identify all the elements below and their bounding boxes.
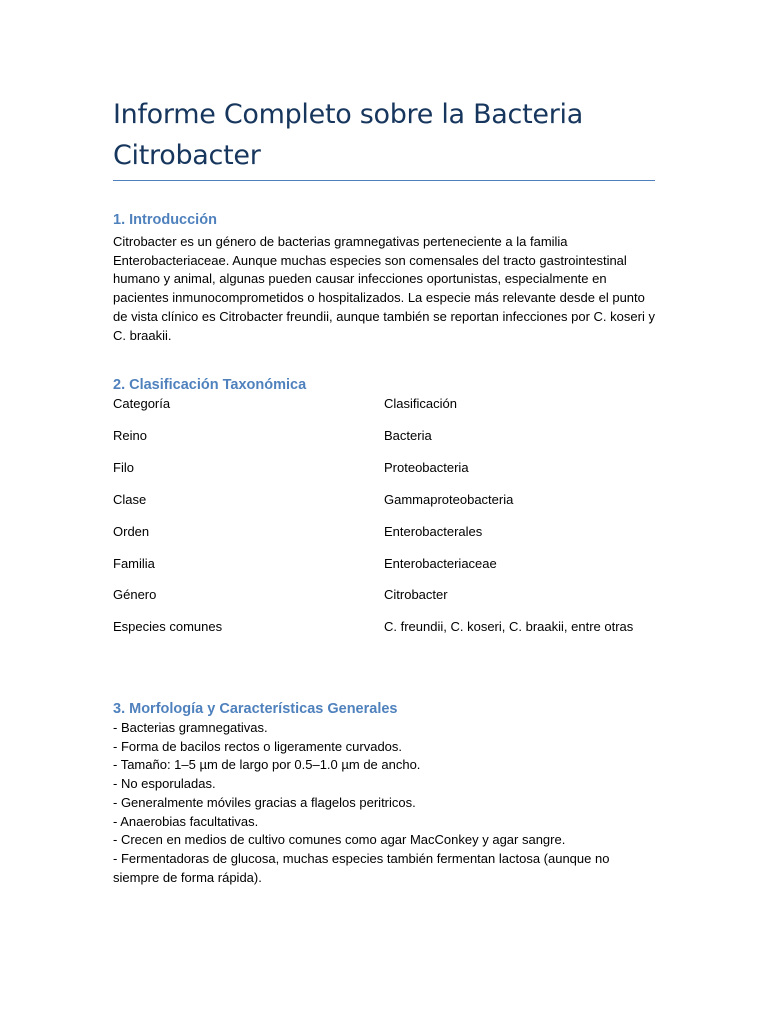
section-heading-taxonomy: 2. Clasificación Taxonómica [113, 377, 307, 393]
taxonomy-category: Especies comunes [113, 619, 223, 634]
introduction-paragraph: Citrobacter es un género de bacterias gramnegativas perteneciente a la familia Enterobacteriaceae. Aunque muchas especies son comensales del tracto gastrointestinal humano y animal, algunas pueden causar infecciones oportunistas, especialmente en pacientes inmunocomprometidos o hospitalizados. La especie más relevante desde el punto de vista clínico es Citrobacter freundii, aunque también se reportan infecciones por C. koseri y C. braakii. [113, 234, 655, 343]
taxonomy-value: C. freundii, C. koseri, C. braakii, entre otras [384, 619, 634, 634]
taxonomy-value: Enterobacterales [384, 524, 483, 539]
taxonomy-category: Clase [113, 492, 147, 507]
taxonomy-value: Bacteria [384, 428, 432, 443]
section-heading-introduction: 1. Introducción [113, 212, 217, 228]
taxonomy-category: Filo [113, 460, 134, 475]
title-underline [113, 180, 655, 181]
morphology-list [113, 719, 655, 887]
list-item: - Bacterias gramnegativas. [113, 720, 268, 735]
taxonomy-category: Familia [113, 556, 155, 571]
taxonomy-value: Gammaproteobacteria [384, 492, 514, 507]
list-item: - Crecen en medios de cultivo comunes como agar MacConkey y agar sangre. [113, 832, 566, 848]
taxonomy-value: Proteobacteria [384, 460, 469, 475]
taxonomy-category: Orden [113, 524, 150, 539]
document-title: Informe Completo sobre la Bacteria Citrobacter [113, 99, 583, 171]
taxonomy-category: Reino [113, 428, 147, 443]
list-item: - Generalmente móviles gracias a flagelos peritricos. [113, 794, 416, 810]
list-item: - No esporuladas. [113, 776, 216, 792]
section-heading-morphology: 3. Morfología y Características Generales [113, 701, 398, 717]
taxonomy-header-category: Categoría [113, 396, 171, 411]
list-item: - Anaerobias facultativas. [113, 813, 259, 829]
taxonomy-value: Citrobacter [384, 587, 448, 602]
taxonomy-category: Género [113, 587, 157, 602]
taxonomy-header-classification: Clasificación [384, 396, 457, 411]
list-item: - Fermentadoras de glucosa, muchas especies también fermentan lactosa (aunque no siempre de forma rápida). [113, 850, 610, 885]
list-item: - Tamaño: 1–5 µm de largo por 0.5–1.0 µm de ancho. [113, 757, 421, 773]
list-item: - Forma de bacilos rectos o ligeramente curvados. [113, 738, 403, 754]
taxonomy-value: Enterobacteriaceae [384, 556, 497, 571]
